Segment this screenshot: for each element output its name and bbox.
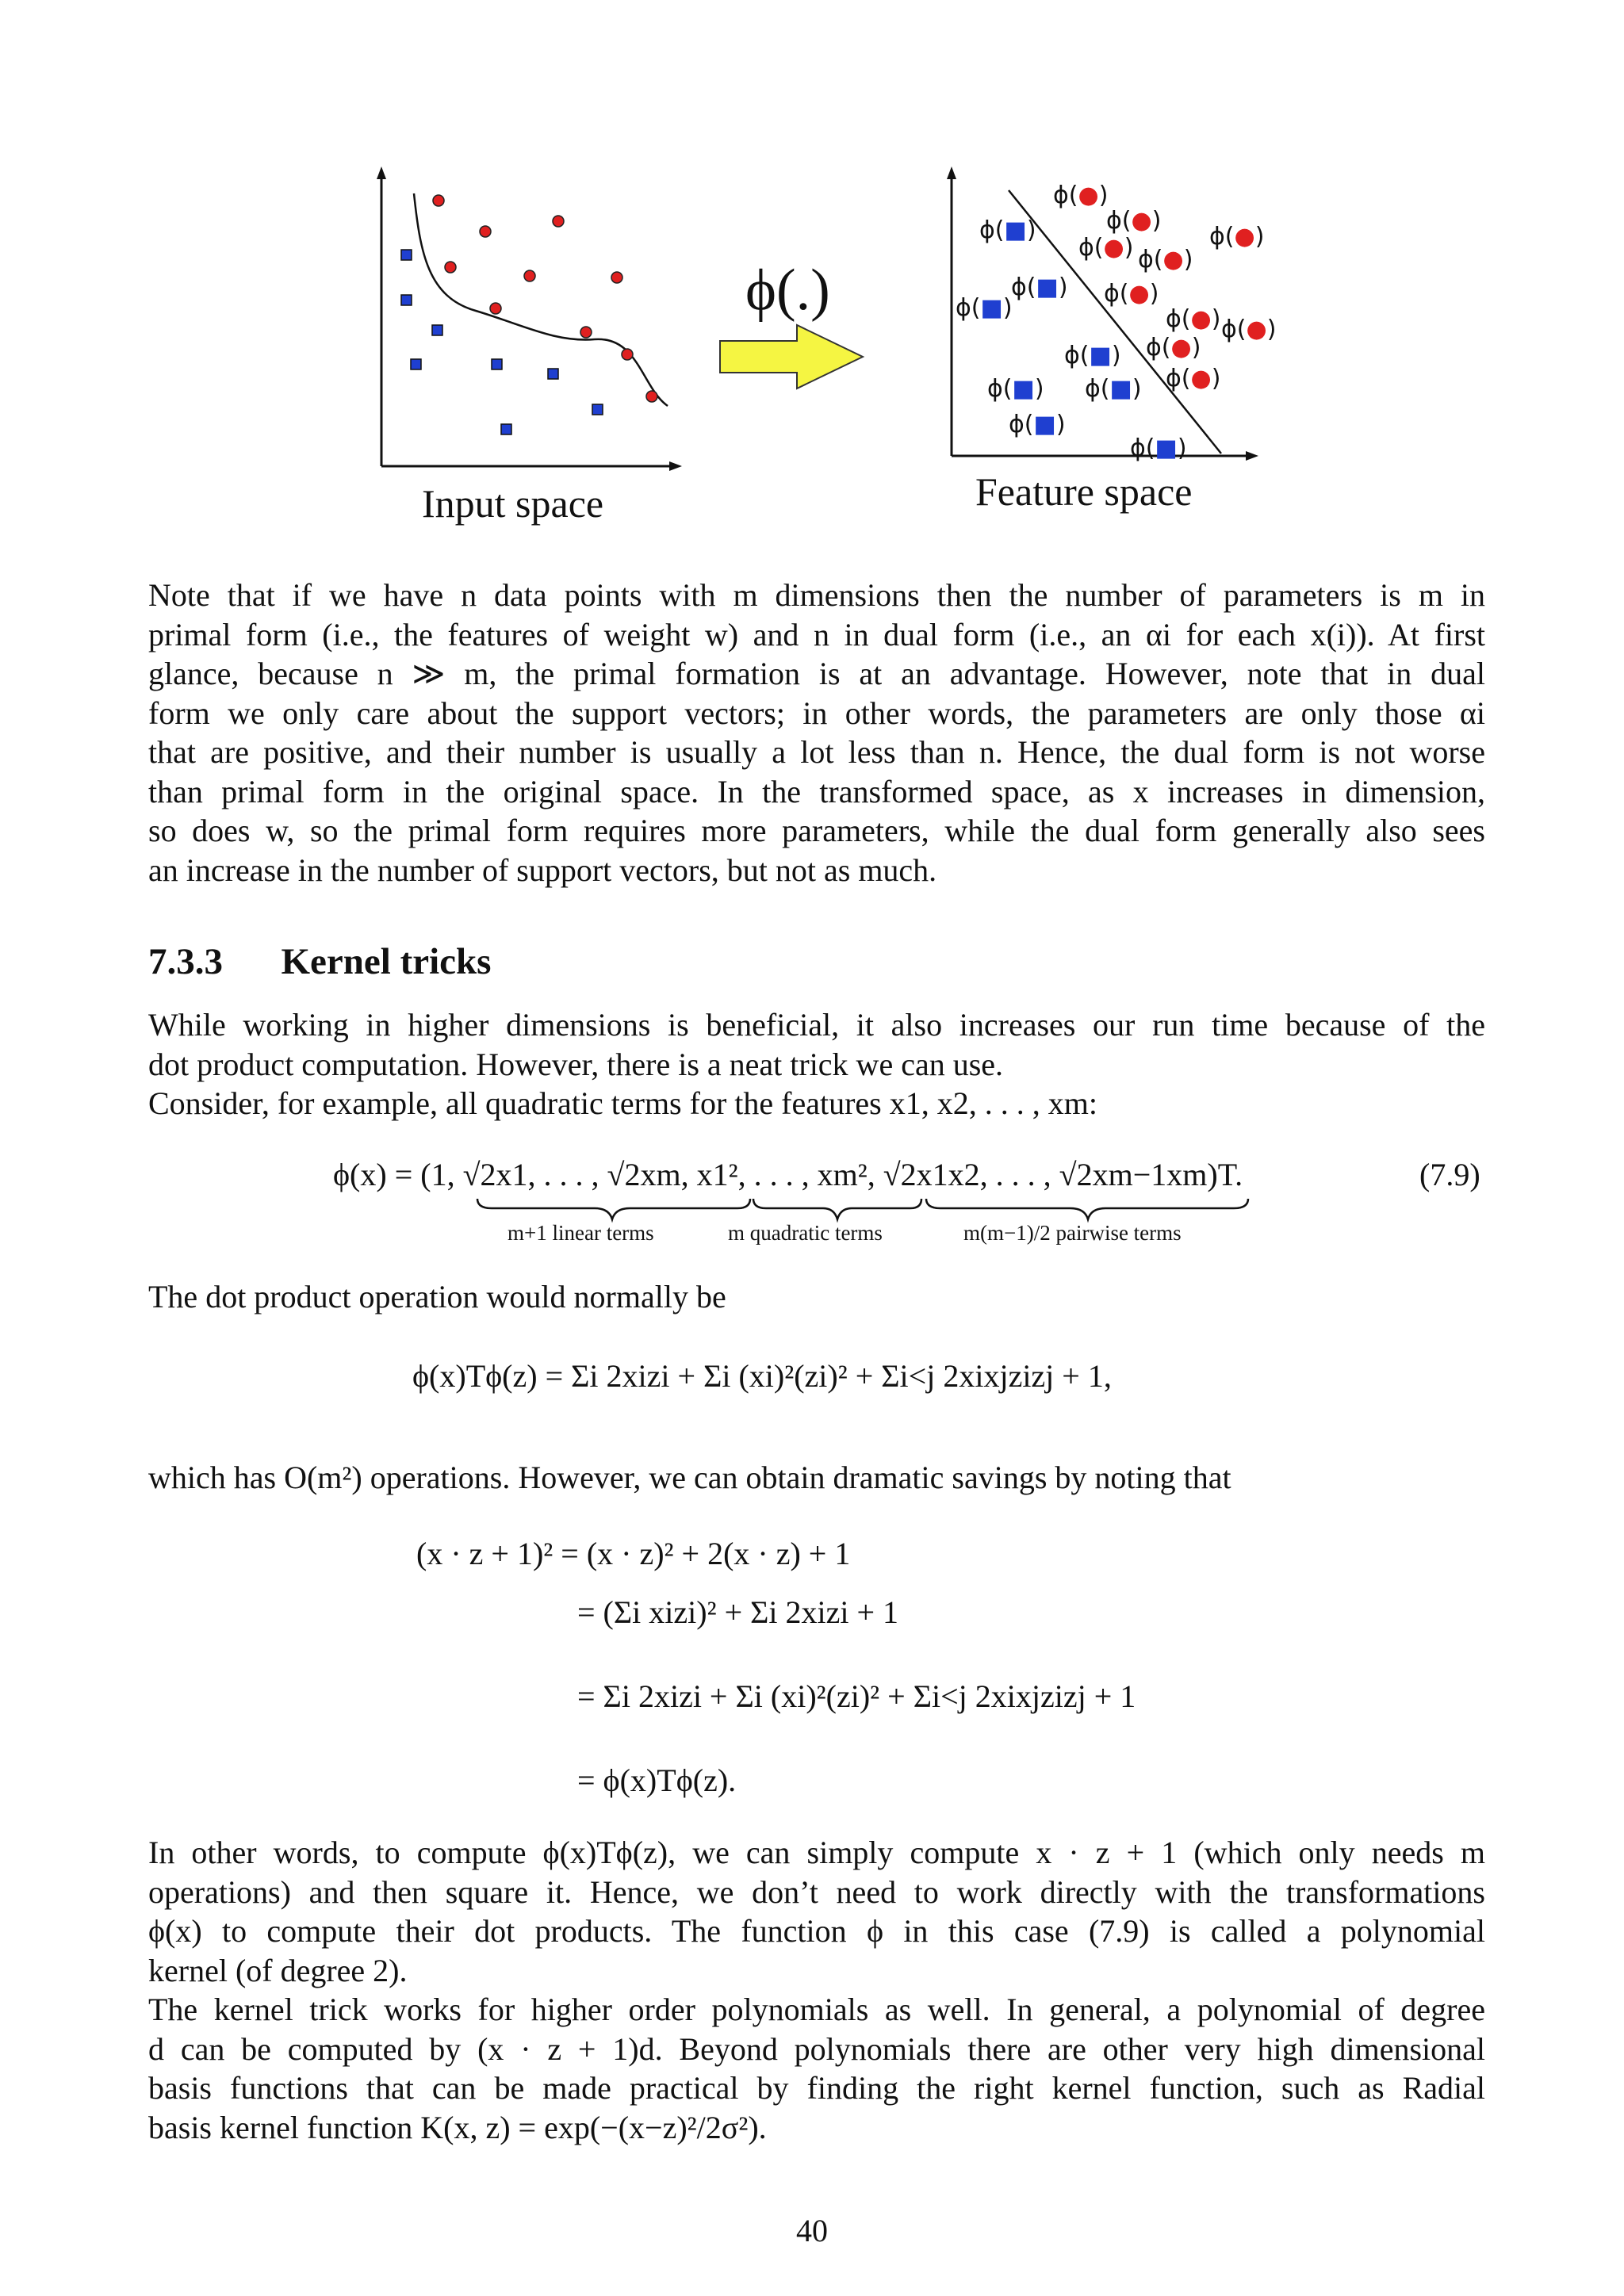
svg-text:ϕ(●): ϕ(●) <box>1209 223 1265 251</box>
svg-text:ϕ(■): ϕ(■) <box>1064 342 1121 369</box>
aligned-eq-line-2: = (Σi xizi)² + Σi 2xizi + 1 <box>577 1594 899 1630</box>
svg-text:ϕ(●): ϕ(●) <box>1104 280 1159 308</box>
page-number: 40 <box>796 2213 828 2248</box>
text-line: than primal form in the original space. In the transformed space, as x increases in dimension, <box>148 773 1485 809</box>
svg-text:ϕ(●): ϕ(●) <box>1138 246 1193 274</box>
svg-text:ϕ(●): ϕ(●) <box>1053 182 1109 209</box>
text-line: In other words, to compute ϕ(x)Tϕ(z), we can simply compute x · z + 1 (which only needs m <box>148 1835 1485 1870</box>
text-line: form we only care about the support vectors; in other words, the parameters are only those αi <box>148 695 1485 731</box>
svg-text:ϕ(■): ϕ(■) <box>1085 375 1142 403</box>
equation-7-9 <box>333 1156 1243 1193</box>
svg-text:ϕ(■): ϕ(■) <box>987 375 1044 403</box>
equation-7-9-number: (7.9) <box>1419 1157 1480 1192</box>
equation-7-9-body: ϕ(x) = (1, √2x1, . . . , √2xm, x1², . . . , xm², √2x1x2, . . . , √2xm−1xm)T. <box>333 1157 1243 1192</box>
svg-text:ϕ(●): ϕ(●) <box>1166 305 1221 333</box>
kernel-mapping-figure <box>365 159 1300 539</box>
text-line: kernel (of degree 2). <box>148 1952 408 1988</box>
paragraph-dot-product: The dot product operation would normally be <box>148 1279 726 1314</box>
text-line: operations) and then square it. Hence, we don’t need to work directly with the transformations <box>148 1873 1485 1910</box>
svg-text:ϕ(●): ϕ(●) <box>1221 316 1277 343</box>
section-heading <box>148 940 491 983</box>
decision-curve <box>414 193 668 406</box>
paragraph-primal-dual <box>148 576 1485 890</box>
text-line: glance, because n ≫ m, the primal formation is at an advantage. However, note that in dual <box>148 656 1485 691</box>
text-line: Note that if we have n data points with m dimensions then the number of parameters is m in <box>148 577 1485 613</box>
svg-text:ϕ(●): ϕ(●) <box>1166 365 1221 392</box>
feature-space-label: Feature space <box>975 469 1193 514</box>
aligned-eq-line-3: = Σi 2xizi + Σi (xi)²(zi)² + Σi<j 2xixjzizj + 1 <box>577 1678 1136 1714</box>
input-red-points <box>433 195 657 402</box>
section-number: 7.3.3 <box>148 941 223 982</box>
phi-map-label: ϕ(.) <box>745 258 830 323</box>
equation-dot-product: ϕ(x)Tϕ(z) = Σi 2xizi + Σi (xi)²(zi)² + Σi<j 2xixjzizj + 1, <box>412 1358 1112 1394</box>
svg-text:ϕ(■): ϕ(■) <box>1130 434 1187 462</box>
input-space-axes <box>377 166 682 471</box>
text-line: dot product computation. However, there is a neat trick we can use. <box>148 1046 1004 1082</box>
input-blue-points <box>401 250 603 434</box>
paragraph-savings: which has O(m²) operations. However, we can obtain dramatic savings by noting that <box>148 1460 1231 1495</box>
text-line: Consider, for example, all quadratic terms for the features x1, x2, . . . , xm: <box>148 1085 1097 1121</box>
svg-text:ϕ(●): ϕ(●) <box>1106 207 1162 235</box>
svg-text:ϕ(■): ϕ(■) <box>1009 411 1066 438</box>
brace-label-quadratic: m quadratic terms <box>728 1221 883 1245</box>
text-line: The kernel trick works for higher order polynomials as well. In general, a polynomial of degree <box>148 1992 1485 2027</box>
brace-label-linear: m+1 linear terms <box>508 1221 654 1245</box>
text-line: so does w, so the primal form requires more parameters, while the dual form generally also sees <box>148 813 1485 848</box>
paragraph-kernel-intro <box>148 1005 1485 1123</box>
text-line: ϕ(x) to compute their dot products. The function ϕ in this case (7.9) is called a polynomial <box>148 1913 1485 1949</box>
text-line: primal form (i.e., the features of weight w) and n in dual form (i.e., an αi for each x(i)). At first <box>148 616 1485 652</box>
paragraph-kernel-trick <box>148 1833 1485 2147</box>
text-line: basis functions that can be made practical by finding the right kernel function, such as Radial <box>148 2070 1485 2106</box>
mapping-arrow <box>720 325 863 388</box>
text-line: that are positive, and their number is usually a lot less than n. Hence, the dual form is not worse <box>148 734 1485 770</box>
svg-text:ϕ(■): ϕ(■) <box>956 294 1013 322</box>
text-line: While working in higher dimensions is beneficial, it also increases our run time because of the <box>148 1007 1485 1043</box>
input-space-label: Input space <box>422 481 604 526</box>
svg-text:ϕ(●): ϕ(●) <box>1146 334 1201 362</box>
text-line: basis kernel function K(x, z) = exp(−(x−z)²/2σ²). <box>148 2109 767 2145</box>
text-line: an increase in the number of support vectors, but not as much. <box>148 851 937 888</box>
svg-text:ϕ(■): ϕ(■) <box>979 216 1036 244</box>
aligned-eq-line-4: = ϕ(x)Tϕ(z). <box>577 1762 737 1798</box>
svg-text:ϕ(■): ϕ(■) <box>1011 274 1068 301</box>
section-title: Kernel tricks <box>281 941 492 982</box>
text-line: d can be computed by (x · z + 1)d. Beyond polynomials there are other very high dimensional <box>148 2030 1485 2067</box>
brace-label-pairwise: m(m−1)/2 pairwise terms <box>963 1221 1182 1245</box>
aligned-eq-line-1: (x · z + 1)² = (x · z)² + 2(x · z) + 1 <box>416 1536 851 1571</box>
svg-text:ϕ(●): ϕ(●) <box>1078 234 1134 262</box>
